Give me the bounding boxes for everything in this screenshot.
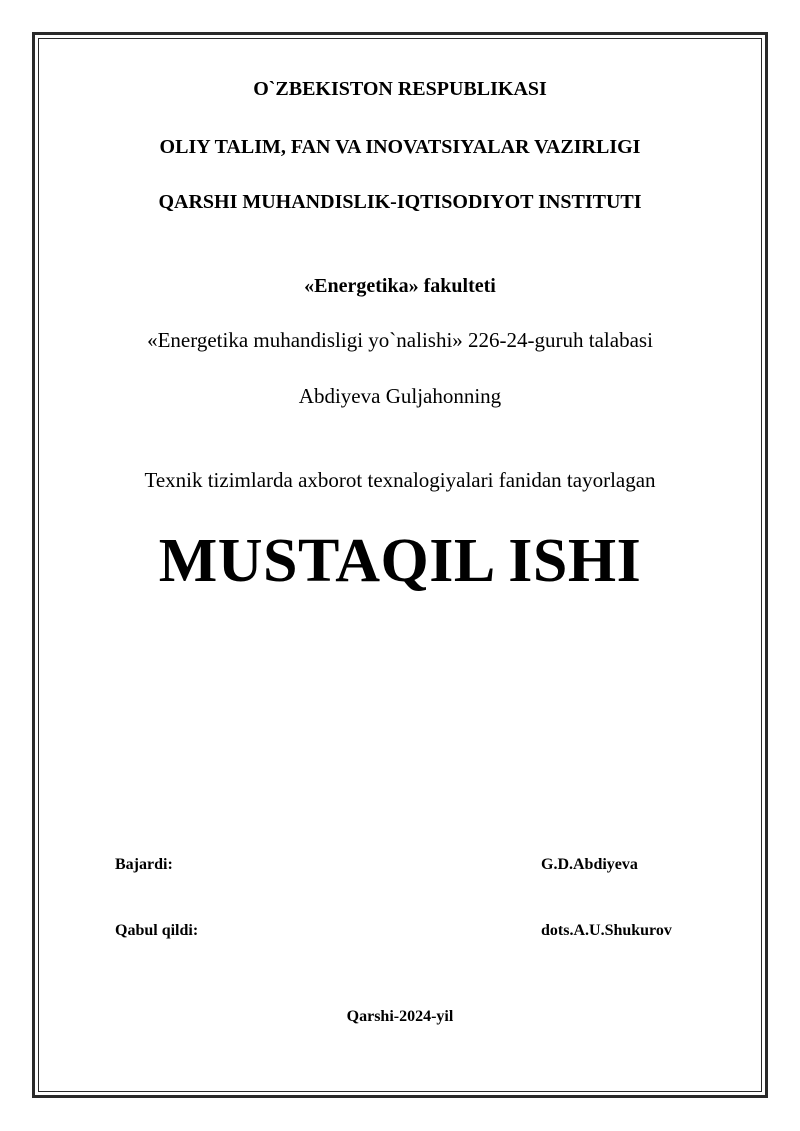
subject-line: Texnik tizimlarda axborot texnalogiyalari fanidan tayorlagan [144,468,656,492]
header-ministry: OLIY TALIM, FAN VA INOVATSIYALAR VAZIRLIGI [159,136,641,158]
document-title: MUSTAQIL ISHI [158,527,642,595]
direction-group: «Energetika muhandisligi yo`nalishi» 226-24-guruh talabasi [147,328,653,352]
footer-place-year: Qarshi-2024-yil [346,1008,454,1025]
done-value: G.D.Abdiyeva [541,856,638,873]
done-label: Bajardi: [115,856,173,873]
student-name: Abdiyeva Guljahonning [298,384,502,408]
header-institute: QARSHI MUHANDISLIK-IQTISODIYOT INSTITUTI [158,191,642,213]
accepted-value: dots.A.U.Shukurov [541,922,672,939]
faculty-name: «Energetika» fakulteti [304,275,496,297]
accepted-label: Qabul qildi: [115,922,199,939]
header-republic: O`ZBEKISTON RESPUBLIKASI [253,78,547,100]
